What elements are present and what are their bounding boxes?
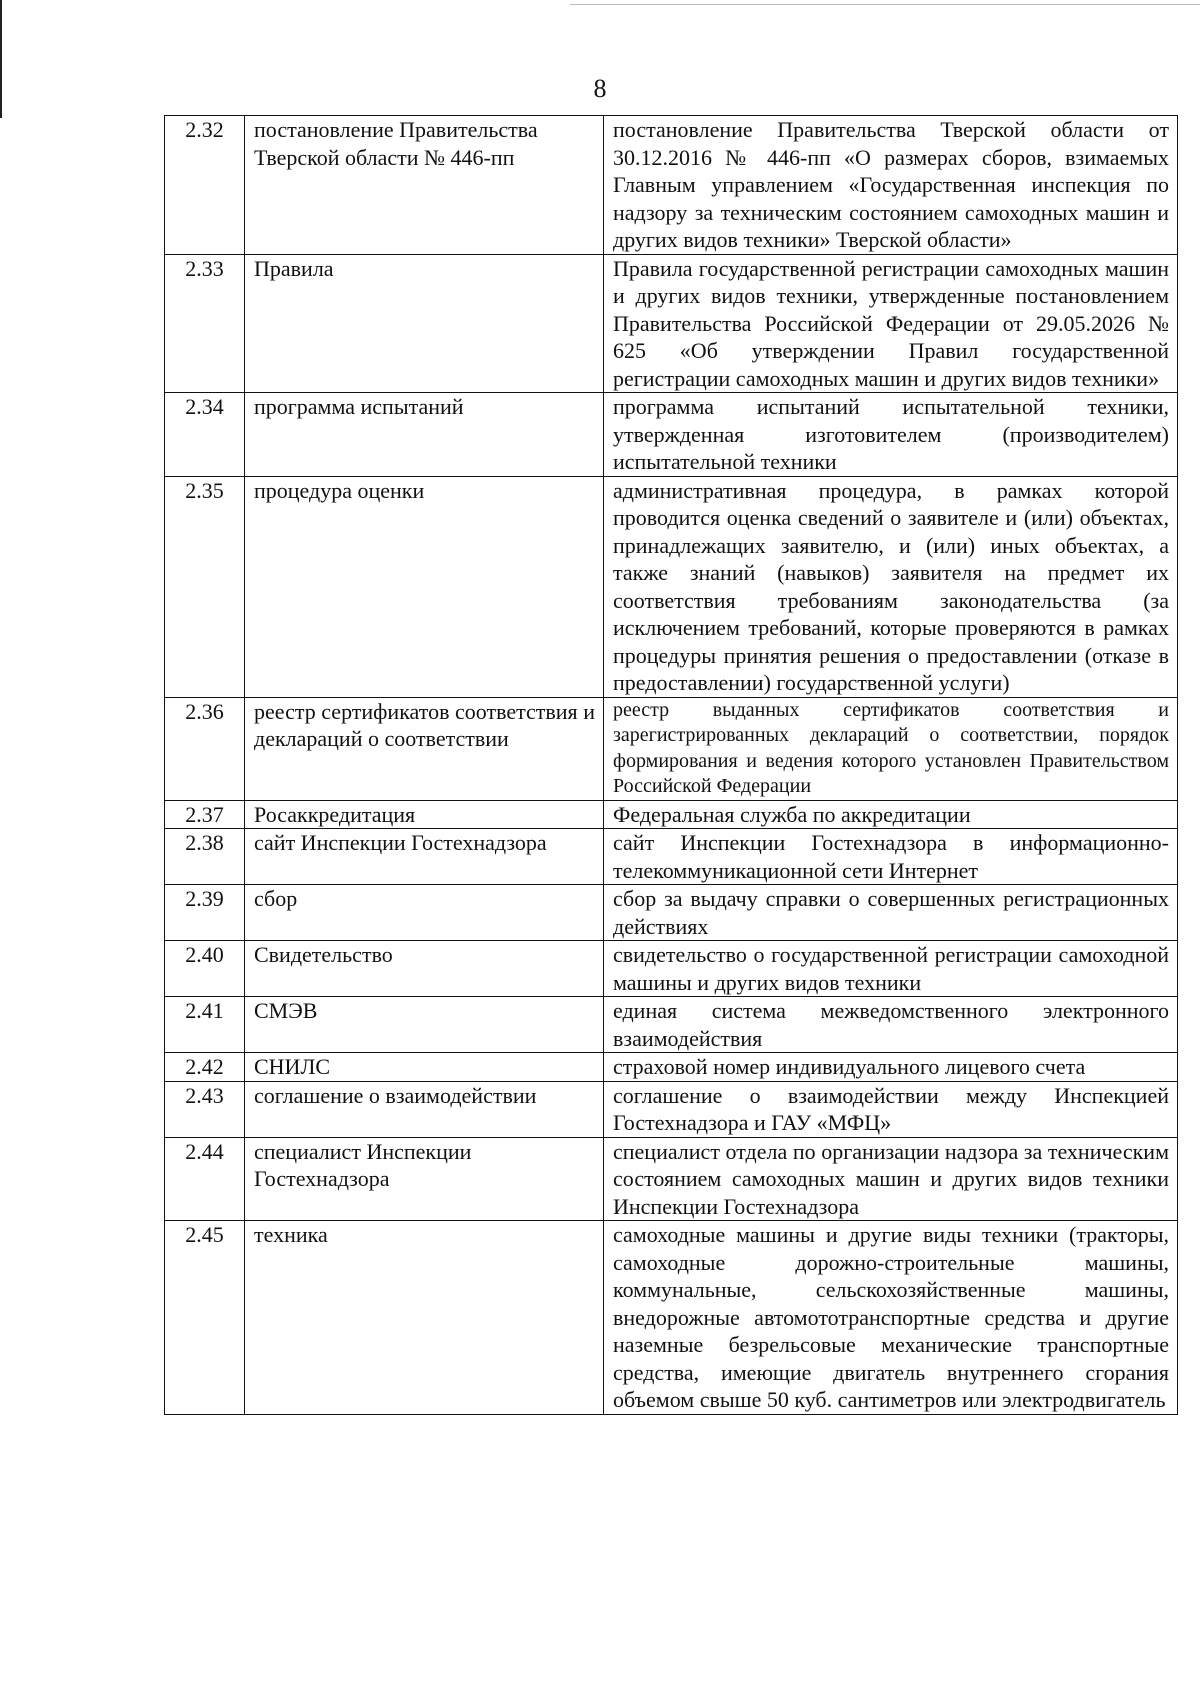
row-number: 2.38 <box>165 829 245 885</box>
definition-cell: сбор за выдачу справки о совершенных регистрационных действиях <box>604 885 1178 941</box>
row-number: 2.41 <box>165 997 245 1053</box>
term-cell: Правила <box>245 254 604 393</box>
definition-cell: административная процедура, в рамках которой проводится оценка сведений о заявителе и (или) объектах, принадлежащих заявителю, и (или) иных объектах, а также знаний (навыков) заявителя на предмет их соответствия требованиям законодательства (за исключением требований, которые проверяются в рамках процедуры принятия решения о предоставлении (отказе в предоставлении) государственной услуги) <box>604 476 1178 697</box>
page-number: 8 <box>593 74 607 103</box>
term-cell: Свидетельство <box>245 941 604 997</box>
definition-cell: программа испытаний испытательной техники, утвержденная изготовителем (производителем) испытательной техники <box>604 393 1178 477</box>
definition-cell: Федеральная служба по аккредитации <box>604 800 1178 829</box>
definitions-table <box>164 115 1178 1415</box>
row-number: 2.42 <box>165 1053 245 1082</box>
definition-cell: Правила государственной регистрации самоходных машин и других видов техники, утвержденные постановлением Правительства Российской Федерации от 29.05.2026 № 625 «Об утверждении Правил государственной регистрации самоходных машин и других видов техники» <box>604 254 1178 393</box>
row-number: 2.34 <box>165 393 245 477</box>
term-cell: сбор <box>245 885 604 941</box>
definition-cell: свидетельство о государственной регистрации самоходной машины и других видов техники <box>604 941 1178 997</box>
row-number: 2.36 <box>165 697 245 800</box>
table-row <box>165 997 1178 1053</box>
term-cell: СМЭВ <box>245 997 604 1053</box>
row-number: 2.35 <box>165 476 245 697</box>
row-number: 2.44 <box>165 1137 245 1221</box>
term-cell: реестр сертификатов соответствия и деклараций о соответствии <box>245 697 604 800</box>
table-row <box>165 116 1178 255</box>
row-number: 2.45 <box>165 1221 245 1415</box>
definition-cell: самоходные машины и другие виды техники (тракторы, самоходные дорожно-строительные машины, коммунальные, сельскохозяйственные машины, внедорожные автомототранспортные средства и другие наземные безрельсовые механические транспортные средства, имеющие двигатель внутреннего сгорания объемом свыше 50 куб. сантиметров или электродвигатель <box>604 1221 1178 1415</box>
row-number: 2.32 <box>165 116 245 255</box>
definition-cell: единая система межведомственного электронного взаимодействия <box>604 997 1178 1053</box>
term-cell: сайт Инспекции Гостехнадзора <box>245 829 604 885</box>
table-row <box>165 393 1178 477</box>
definition-cell: реестр выданных сертификатов соответствия и зарегистрированных деклараций о соответствии, порядок формирования и ведения которого установлен Правительством Российской Федерации <box>604 697 1178 800</box>
table-row <box>165 254 1178 393</box>
term-cell: техника <box>245 1221 604 1415</box>
term-cell: процедура оценки <box>245 476 604 697</box>
definition-cell: страховой номер индивидуального лицевого счета <box>604 1053 1178 1082</box>
row-number: 2.33 <box>165 254 245 393</box>
row-number: 2.40 <box>165 941 245 997</box>
term-cell: соглашение о взаимодействии <box>245 1081 604 1137</box>
table-row <box>165 1053 1178 1082</box>
definition-cell: сайт Инспекции Гостехнадзора в информационно-телекоммуникационной сети Интернет <box>604 829 1178 885</box>
table-row <box>165 476 1178 697</box>
table-row <box>165 941 1178 997</box>
definition-cell: постановление Правительства Тверской области от 30.12.2016 № 446-пп «О размерах сборов, взимаемых Главным управлением «Государственная инспекция по надзору за техническим состоянием самоходных машин и других видов техники» Тверской области» <box>604 116 1178 255</box>
term-cell: СНИЛС <box>245 1053 604 1082</box>
term-cell: постановление Правительства Тверской области № 446-пп <box>245 116 604 255</box>
table-row <box>165 697 1178 800</box>
definition-cell: специалист отдела по организации надзора за техническим состоянием самоходных машин и других видов техники Инспекции Гостехнадзора <box>604 1137 1178 1221</box>
table-row <box>165 829 1178 885</box>
table-row <box>165 800 1178 829</box>
table-row <box>165 1137 1178 1221</box>
row-number: 2.43 <box>165 1081 245 1137</box>
table-row <box>165 1221 1178 1415</box>
term-cell: специалист Инспекции Гостехнадзора <box>245 1137 604 1221</box>
table-row <box>165 1081 1178 1137</box>
term-cell: Росаккредитация <box>245 800 604 829</box>
row-number: 2.39 <box>165 885 245 941</box>
row-number: 2.37 <box>165 800 245 829</box>
term-cell: программа испытаний <box>245 393 604 477</box>
table-row <box>165 885 1178 941</box>
scan-top-edge-line <box>570 4 1200 5</box>
definition-cell: соглашение о взаимодействии между Инспекцией Гостехнадзора и ГАУ «МФЦ» <box>604 1081 1178 1137</box>
